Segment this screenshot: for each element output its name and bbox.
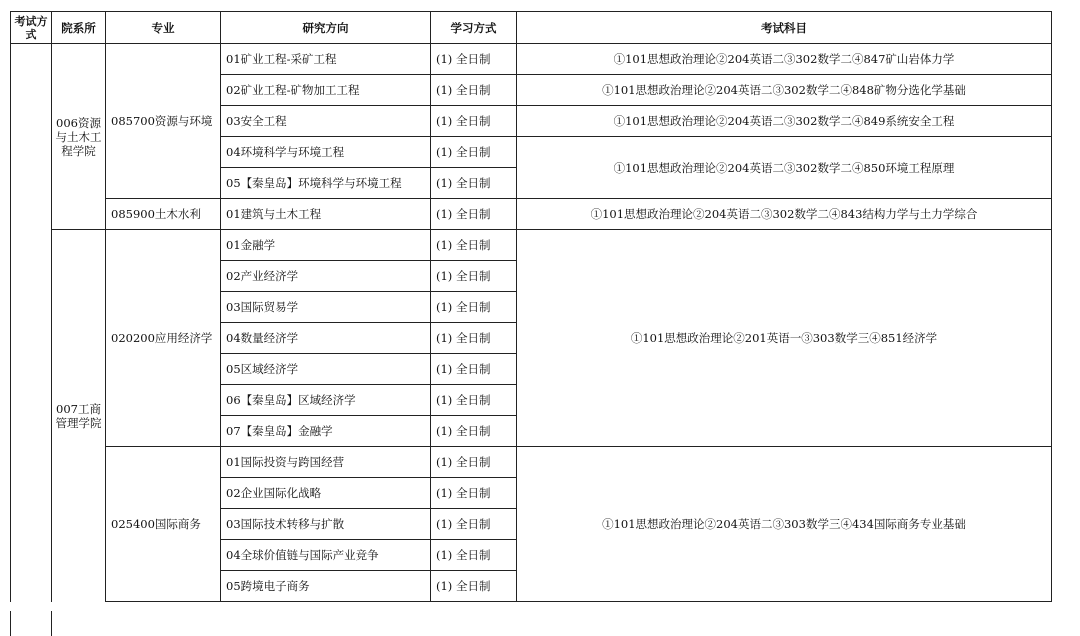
subjects-cell: ①101思想政治理论②204英语二③302数学二④848矿物分选化学基础 <box>517 75 1052 106</box>
study-mode-cell: (1) 全日制 <box>431 540 517 571</box>
header-study-mode: 学习方式 <box>431 12 517 44</box>
direction-cell: 02企业国际化战略 <box>221 478 431 509</box>
table-continuation-line <box>10 611 11 636</box>
study-mode-cell: (1) 全日制 <box>431 416 517 447</box>
direction-cell: 07【秦皇岛】金融学 <box>221 416 431 447</box>
header-row <box>11 12 1052 44</box>
subjects-cell: ①101思想政治理论②204英语二③302数学二④843结构力学与土力学综合 <box>517 199 1052 230</box>
direction-cell: 05区域经济学 <box>221 354 431 385</box>
subjects-cell: ①101思想政治理论②204英语二③303数学三④434国际商务专业基础 <box>517 447 1052 602</box>
subjects-cell: ①101思想政治理论②204英语二③302数学二④849系统安全工程 <box>517 106 1052 137</box>
admissions-table <box>10 11 1052 602</box>
study-mode-cell: (1) 全日制 <box>431 478 517 509</box>
direction-cell: 06【秦皇岛】区域经济学 <box>221 385 431 416</box>
direction-cell: 01金融学 <box>221 230 431 261</box>
direction-cell: 05跨境电子商务 <box>221 571 431 602</box>
subjects-cell: ①101思想政治理论②204英语二③302数学二④847矿山岩体力学 <box>517 44 1052 75</box>
study-mode-cell: (1) 全日制 <box>431 509 517 540</box>
major-cell: 085700资源与环境 <box>106 44 221 199</box>
department-cell: 007工商管理学院 <box>52 230 106 602</box>
study-mode-cell: (1) 全日制 <box>431 75 517 106</box>
direction-cell: 01建筑与土木工程 <box>221 199 431 230</box>
direction-cell: 01国际投资与跨国经营 <box>221 447 431 478</box>
study-mode-cell: (1) 全日制 <box>431 168 517 199</box>
table-row <box>11 447 1052 478</box>
study-mode-cell: (1) 全日制 <box>431 106 517 137</box>
exam-method-cell <box>11 44 52 602</box>
direction-cell: 04全球价值链与国际产业竞争 <box>221 540 431 571</box>
direction-cell: 02矿业工程-矿物加工工程 <box>221 75 431 106</box>
subjects-cell: ①101思想政治理论②201英语一③303数学三④851经济学 <box>517 230 1052 447</box>
study-mode-cell: (1) 全日制 <box>431 199 517 230</box>
table-continuation-line <box>51 611 52 636</box>
study-mode-cell: (1) 全日制 <box>431 354 517 385</box>
major-cell: 020200应用经济学 <box>106 230 221 447</box>
department-cell: 006资源与土木工程学院 <box>52 44 106 230</box>
subjects-cell: ①101思想政治理论②204英语二③302数学二④850环境工程原理 <box>517 137 1052 199</box>
direction-cell: 04环境科学与环境工程 <box>221 137 431 168</box>
table-row <box>11 230 1052 261</box>
header-direction: 研究方向 <box>221 12 431 44</box>
study-mode-cell: (1) 全日制 <box>431 230 517 261</box>
direction-cell: 03安全工程 <box>221 106 431 137</box>
study-mode-cell: (1) 全日制 <box>431 447 517 478</box>
major-cell: 025400国际商务 <box>106 447 221 602</box>
table-row <box>11 199 1052 230</box>
study-mode-cell: (1) 全日制 <box>431 44 517 75</box>
header-exam-method: 考试方式 <box>11 12 52 44</box>
study-mode-cell: (1) 全日制 <box>431 385 517 416</box>
direction-cell: 05【秦皇岛】环境科学与环境工程 <box>221 168 431 199</box>
direction-cell: 01矿业工程-采矿工程 <box>221 44 431 75</box>
study-mode-cell: (1) 全日制 <box>431 292 517 323</box>
direction-cell: 03国际技术转移与扩散 <box>221 509 431 540</box>
direction-cell: 02产业经济学 <box>221 261 431 292</box>
study-mode-cell: (1) 全日制 <box>431 137 517 168</box>
table-row <box>11 44 1052 75</box>
direction-cell: 03国际贸易学 <box>221 292 431 323</box>
direction-cell: 04数量经济学 <box>221 323 431 354</box>
header-subjects: 考试科目 <box>517 12 1052 44</box>
study-mode-cell: (1) 全日制 <box>431 261 517 292</box>
header-major: 专业 <box>106 12 221 44</box>
major-cell: 085900土木水利 <box>106 199 221 230</box>
study-mode-cell: (1) 全日制 <box>431 323 517 354</box>
study-mode-cell: (1) 全日制 <box>431 571 517 602</box>
header-department: 院系所 <box>52 12 106 44</box>
